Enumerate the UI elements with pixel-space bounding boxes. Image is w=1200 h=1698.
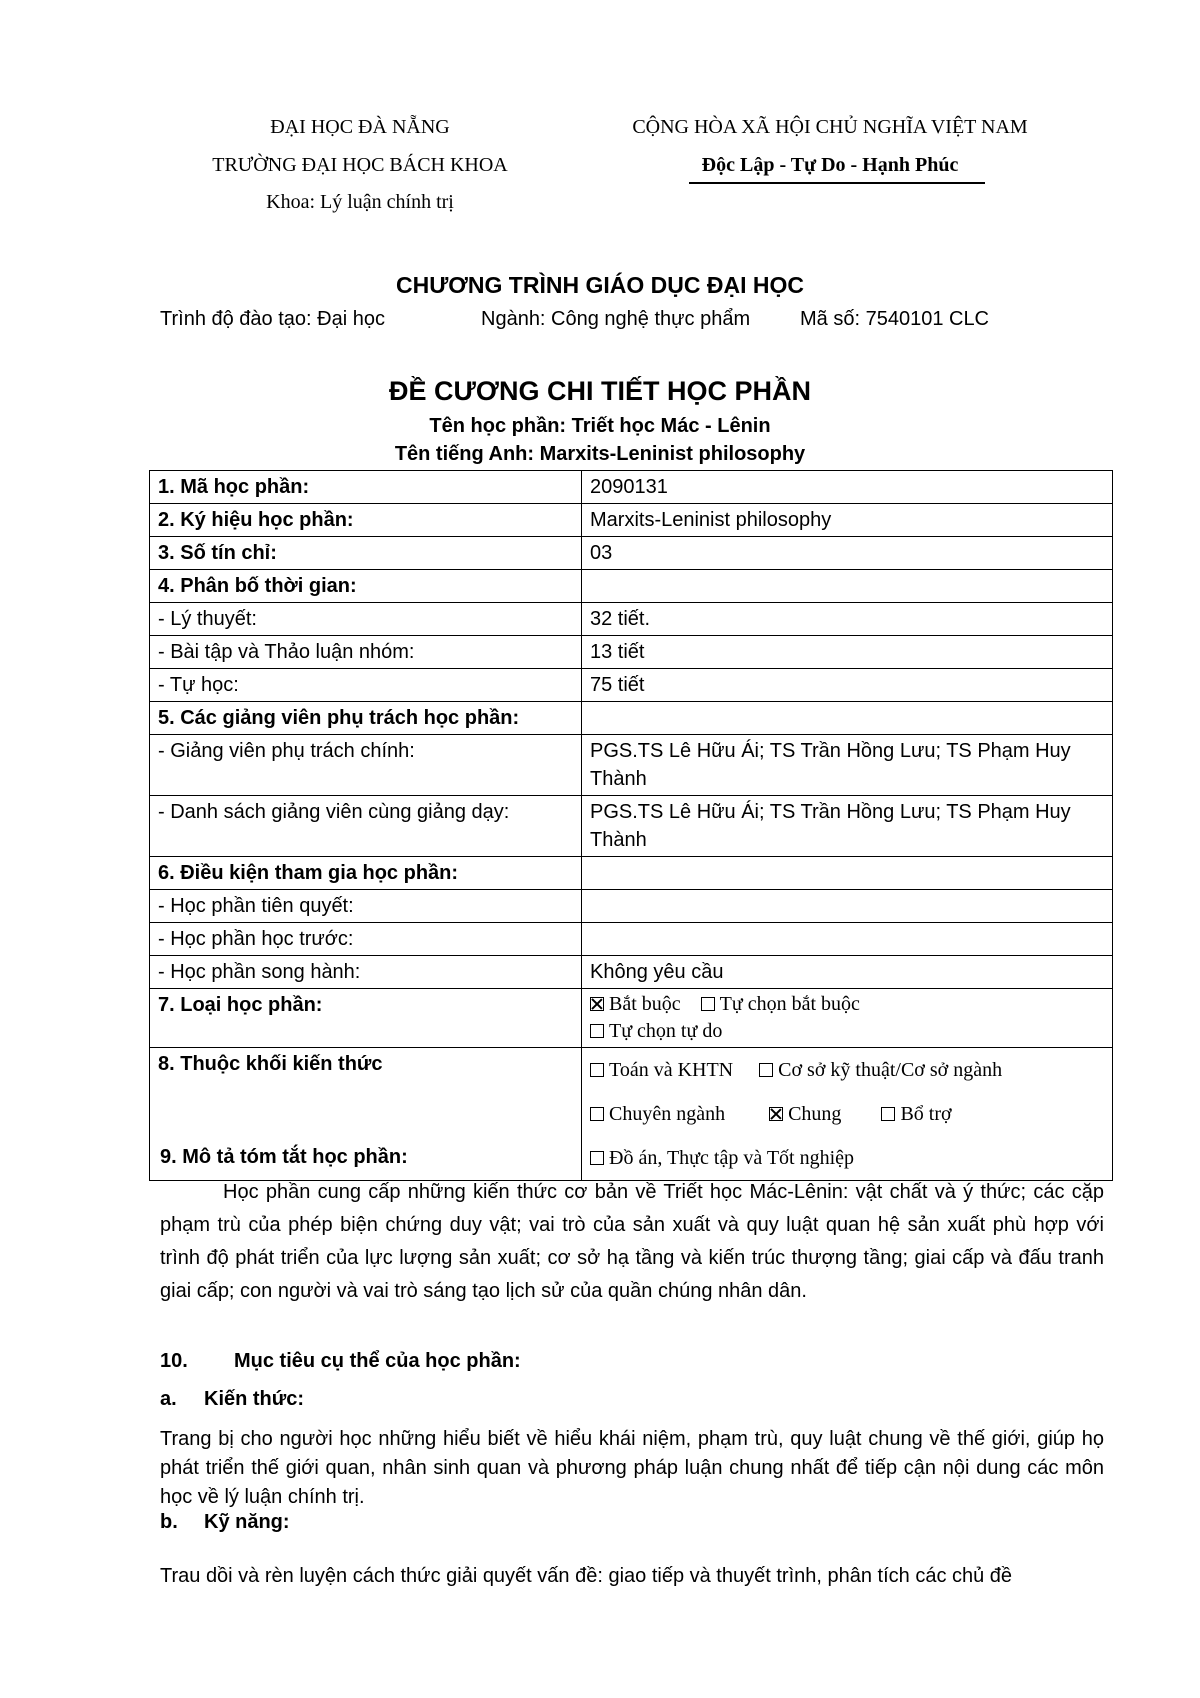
- country-name: CỘNG HÒA XÃ HỘI CHỦ NGHĨA VIỆT NAM: [632, 116, 1028, 138]
- section-b-number: b.: [160, 1511, 178, 1533]
- section-b-title: Kỹ năng:: [204, 1511, 290, 1533]
- row-value: PGS.TS Lê Hữu Ái; TS Trần Hồng Lưu; TS Phạm Huy Thành: [582, 796, 1113, 857]
- table-row: [150, 669, 1113, 702]
- course-type-option-2[interactable]: Tự chọn tự do: [590, 1020, 722, 1042]
- section-10-title: Mục tiêu cụ thể của học phần:: [234, 1350, 521, 1372]
- table-row: [150, 857, 1113, 890]
- row-label: - Tự học:: [150, 669, 582, 702]
- row-label: - Giảng viên phụ trách chính:: [150, 735, 582, 796]
- knowledge-option-3[interactable]: Chung: [769, 1103, 841, 1125]
- checkbox-icon[interactable]: [590, 1024, 604, 1038]
- row-value: [582, 890, 1113, 923]
- row-label: 1. Mã học phần:: [150, 471, 582, 504]
- row-label: 2. Ký hiệu học phần:: [150, 504, 582, 537]
- section-a-text: Trang bị cho người học những hiểu biết về hiểu khái niệm, phạm trù, quy luật chung về thế giới, giúp họ phát triển thế giới quan, nhân sinh quan và phương pháp luận chung nhất để tiếp cận nội dung các môn học về lý luận chính trị.: [160, 1428, 1104, 1508]
- table-row: [150, 603, 1113, 636]
- row-value: Marxits-Leninist philosophy: [582, 504, 1113, 537]
- table-row: [150, 636, 1113, 669]
- row-value: [582, 570, 1113, 603]
- checkbox-checked-icon[interactable]: [769, 1107, 783, 1121]
- major-code: Mã số: 7540101 CLC: [800, 308, 990, 330]
- university-name: ĐẠI HỌC ĐÀ NẴNG: [270, 116, 450, 138]
- knowledge-label: 8. Thuộc khối kiến thức: [150, 1048, 582, 1181]
- row-value: 75 tiết: [582, 669, 1113, 702]
- knowledge-option-5[interactable]: Đồ án, Thực tập và Tốt nghiệp: [590, 1147, 854, 1169]
- row-value: Không yêu cầu: [582, 956, 1113, 989]
- checkbox-checked-icon[interactable]: [590, 997, 604, 1011]
- table-row: [150, 570, 1113, 603]
- row-label: 4. Phân bố thời gian:: [150, 570, 582, 603]
- table-row: [150, 504, 1113, 537]
- row-label: 6. Điều kiện tham gia học phần:: [150, 857, 582, 890]
- course-type-option-0[interactable]: Bắt buộc: [590, 993, 681, 1015]
- row-value: [582, 702, 1113, 735]
- table-row-course-type: [150, 989, 1113, 1048]
- course-info-table: [149, 470, 1113, 1181]
- section-a-heading: [160, 1388, 1104, 1411]
- section-b-heading: [160, 1511, 1104, 1534]
- table-row: [150, 796, 1113, 857]
- table-row: [150, 537, 1113, 570]
- row-label: - Học phần tiên quyết:: [150, 890, 582, 923]
- section-10-heading: [160, 1350, 1104, 1373]
- knowledge-option-1[interactable]: Cơ sở kỹ thuật/Cơ sở ngành: [759, 1059, 1002, 1081]
- course-type-label: 7. Loại học phần:: [150, 989, 582, 1048]
- row-value: [582, 857, 1113, 890]
- course-type-option-1[interactable]: Tự chọn bắt buộc: [701, 993, 860, 1015]
- course-english-name: Tên tiếng Anh: Marxits-Leninist philosophy: [394, 443, 806, 465]
- major-name: Ngành: Công nghệ thực phẩm: [481, 308, 751, 330]
- table-row: [150, 923, 1113, 956]
- training-level: Trình độ đào tạo: Đại học: [160, 308, 385, 330]
- table-row: [150, 890, 1113, 923]
- section-9-title: 9. Mô tả tóm tắt học phần:: [160, 1146, 408, 1168]
- school-name: TRƯỜNG ĐẠI HỌC BÁCH KHOA: [212, 154, 508, 176]
- row-value: 32 tiết.: [582, 603, 1113, 636]
- section-b-text: Trau dồi và rèn luyện cách thức giải quyết vấn đề: giao tiếp và thuyết trình, phân tích các chủ đề: [160, 1565, 1013, 1587]
- section-a-number: a.: [160, 1388, 177, 1410]
- row-value: 03: [582, 537, 1113, 570]
- row-label: 3. Số tín chỉ:: [150, 537, 582, 570]
- knowledge-option-4[interactable]: Bổ trợ: [881, 1103, 951, 1125]
- row-value: PGS.TS Lê Hữu Ái; TS Trần Hồng Lưu; TS Phạm Huy Thành: [582, 735, 1113, 796]
- section-9-text: Học phần cung cấp những kiến thức cơ bản về Triết học Mác-Lênin: vật chất và ý thức; các cặp phạm trù của phép biện chứng duy vật; vai trò của sản xuất và quy luật quan hệ sản xuất phù hợp với trình độ phát triển của lực lượng sản xuất; cơ sở hạ tầng và kiến trúc thượng tầng; giai cấp và đấu tranh giai cấp; con người và vai trò sáng tạo lịch sử của quần chúng nhân dân.: [160, 1181, 1104, 1302]
- row-label: - Danh sách giảng viên cùng giảng dạy:: [150, 796, 582, 857]
- knowledge-option-0[interactable]: Toán và KHTN: [590, 1059, 733, 1081]
- table-row: [150, 735, 1113, 796]
- table-row: [150, 956, 1113, 989]
- row-value: 13 tiết: [582, 636, 1113, 669]
- syllabus-title: ĐỀ CƯƠNG CHI TIẾT HỌC PHẦN: [389, 376, 811, 406]
- row-label: - Bài tập và Thảo luận nhóm:: [150, 636, 582, 669]
- row-label: - Học phần học trước:: [150, 923, 582, 956]
- row-value: [582, 923, 1113, 956]
- national-motto: Độc Lập - Tự Do - Hạnh Phúc: [701, 154, 959, 176]
- faculty-name: Khoa: Lý luận chính trị: [266, 191, 454, 213]
- table-row: [150, 471, 1113, 504]
- course-name: Tên học phần: Triết học Mác - Lênin: [429, 415, 771, 437]
- checkbox-icon[interactable]: [701, 997, 715, 1011]
- course-type-options: [582, 989, 1113, 1048]
- knowledge-option-2[interactable]: Chuyên ngành: [590, 1103, 725, 1125]
- row-label: - Học phần song hành:: [150, 956, 582, 989]
- motto-underline: [689, 182, 985, 184]
- program-title: CHƯƠNG TRÌNH GIÁO DỤC ĐẠI HỌC: [396, 272, 804, 298]
- row-label: 5. Các giảng viên phụ trách học phần:: [150, 702, 582, 735]
- row-value: 2090131: [582, 471, 1113, 504]
- section-10-number: 10.: [160, 1350, 188, 1372]
- row-label: - Lý thuyết:: [150, 603, 582, 636]
- checkbox-icon[interactable]: [590, 1107, 604, 1121]
- checkbox-icon[interactable]: [881, 1107, 895, 1121]
- checkbox-icon[interactable]: [590, 1063, 604, 1077]
- checkbox-icon[interactable]: [759, 1063, 773, 1077]
- section-a-title: Kiến thức:: [204, 1388, 305, 1410]
- table-row: [150, 702, 1113, 735]
